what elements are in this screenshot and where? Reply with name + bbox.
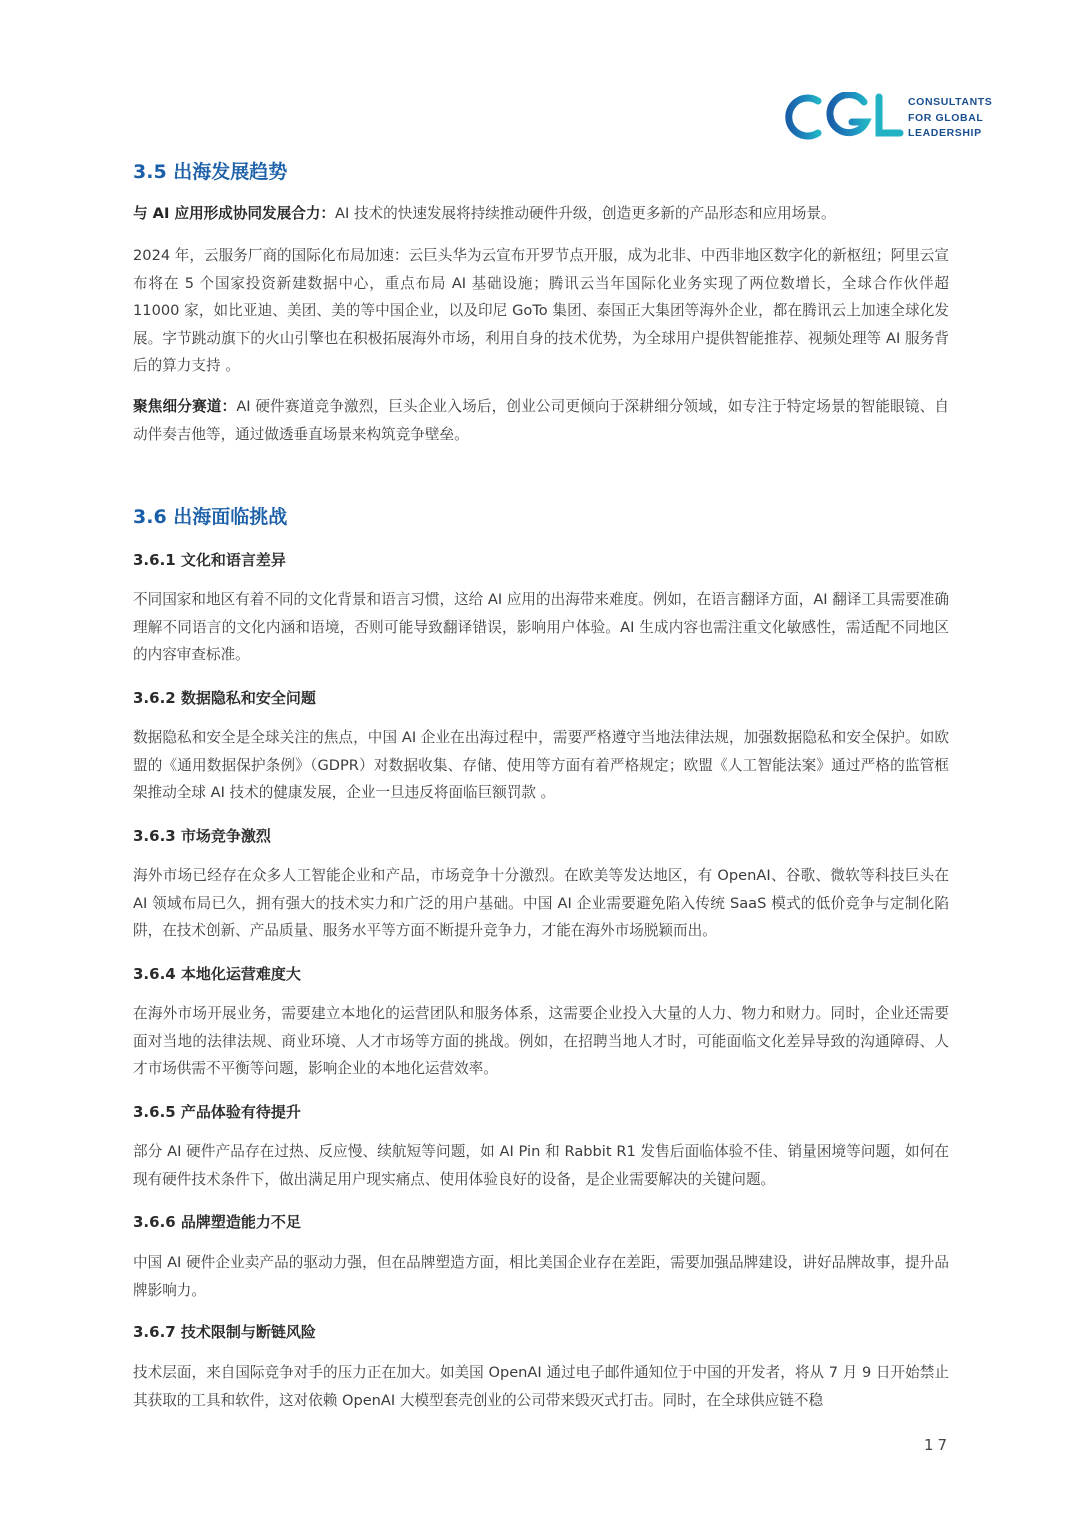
logo-line-3: LEADERSHIP — [908, 127, 982, 139]
subsection-title: 3.6.3 市场竞争激烈 — [133, 827, 271, 845]
subsection-title: 3.6.2 数据隐私和安全问题 — [133, 689, 316, 707]
paragraph-trend-3 — [133, 393, 949, 448]
subsection-text: 海外市场已经存在众多人工智能企业和产品，市场竞争十分激烈。在欧美等发达地区，有 OpenAI、谷歌、微软等科技巨头在 AI 领域布局已久，拥有强大的技术实力和广泛的用户基础。中国 AI 企业需要避免陷入传统 SaaS 模式的低价竞争与定制化陷阱，在技术创新、产品质量、服务水平等方面不断提升竞争力，才能在海外市场脱颖而出。 — [133, 867, 949, 939]
paragraph-trend-1 — [133, 200, 949, 228]
subsection-title: 3.6.4 本地化运营难度大 — [133, 965, 301, 983]
subsection-text: 数据隐私和安全是全球关注的焦点，中国 AI 企业在出海过程中，需要严格遵守当地法律法规，加强数据隐私和安全保护。如欧盟的《通用数据保护条例》（GDPR）对数据收集、存储、使用等方面有着严格规定；欧盟《人工智能法案》通过严格的监管框架推动全球 AI 技术的健康发展，企业一旦违反将面临巨额罚款 。 — [133, 729, 949, 801]
subsection-text: 不同国家和地区有着不同的文化背景和语言习惯，这给 AI 应用的出海带来难度。例如，在语言翻译方面，AI 翻译工具需要准确理解不同语言的文化内涵和语境，否则可能导致翻译错误，影响用户体验。AI 生成内容也需注重文化敏感性，需适配不同地区的内容审查标准。 — [133, 591, 949, 663]
subsection-title: 3.6.7 技术限制与断链风险 — [133, 1323, 316, 1341]
subsection-text: 技术层面，来自国际竞争对手的压力正在加大。如美国 OpenAI 通过电子邮件通知位于中国的开发者，将从 7 月 9 日开始禁止其获取的工具和软件，这对依赖 OpenAI 大模型套壳创业的公司带来毁灭式打击。同时，在全球供应链不稳 — [133, 1364, 949, 1409]
paragraph-body: AI 硬件赛道竞争激烈，巨头企业入场后，创业公司更倾向于深耕细分领域，如专注于特定场景的智能眼镜、自动伴奏吉他等，通过做透垂直场景来构筑竞争壁垒。 — [133, 398, 949, 443]
section-3-6-title: 3.6 出海面临挑战 — [133, 506, 288, 528]
subsection-text: 中国 AI 硬件企业卖产品的驱动力强，但在品牌塑造方面，相比美国企业存在差距，需要加强品牌建设，讲好品牌故事，提升品牌影响力。 — [133, 1254, 949, 1299]
paragraph-trend-2: 2024 年，云服务厂商的国际化布局加速：云巨头华为云宣布开罗节点开服，成为北非、中西非地区数字化的新枢纽；阿里云宣布将在 5 个国家投资新建数据中心，重点布局 AI 基础设施；腾讯云当年国际化业务实现了两位数增长，全球合作伙伴超 11000 家，如比亚迪、美团、美的等中国企业，以及印尼 GoTo 集团、泰国正大集团等海外企业，都在腾讯云上加速全球化发展。字节跳动旗下的火山引擎也在积极拓展海外市场，利用自身的技术优势，为全球用户提供智能推荐、视频处理等 AI 服务背后的算力支持 。 — [133, 247, 949, 374]
paragraph-lead: 聚焦细分赛道： — [133, 398, 237, 415]
logo-tagline — [908, 95, 992, 142]
paragraph-body: AI 技术的快速发展将持续推动硬件升级，创造更多新的产品形态和应用场景。 — [335, 205, 836, 222]
subsection-text: 部分 AI 硬件产品存在过热、反应慢、续航短等问题，如 AI Pin 和 Rabbit R1 发售后面临体验不佳、销量困境等问题，如何在现有硬件技术条件下，做出满足用户现实痛点、使用体验良好的设备，是企业需要解决的关键问题。 — [133, 1143, 949, 1188]
page-number: 17 — [924, 1436, 952, 1454]
subsection-text: 在海外市场开展业务，需要建立本地化的运营团队和服务体系，这需要企业投入大量的人力、物力和财力。同时，企业还需要面对当地的法律法规、商业环境、人才市场等方面的挑战。例如，在招聘当地人才时，可能面临文化差异导致的沟通障碍、人才市场供需不平衡等问题，影响企业的本地化运营效率。 — [133, 1005, 949, 1077]
subsection-title: 3.6.1 文化和语言差异 — [133, 551, 286, 569]
section-3-5-title: 3.5 出海发展趋势 — [133, 161, 288, 183]
paragraph-lead: 与 AI 应用形成协同发展合力： — [133, 205, 336, 222]
subsection-title: 3.6.5 产品体验有待提升 — [133, 1103, 301, 1121]
subsection-title: 3.6.6 品牌塑造能力不足 — [133, 1213, 301, 1231]
logo-line-1: CONSULTANTS — [908, 96, 993, 108]
logo-line-2: FOR GLOBAL — [908, 111, 984, 124]
